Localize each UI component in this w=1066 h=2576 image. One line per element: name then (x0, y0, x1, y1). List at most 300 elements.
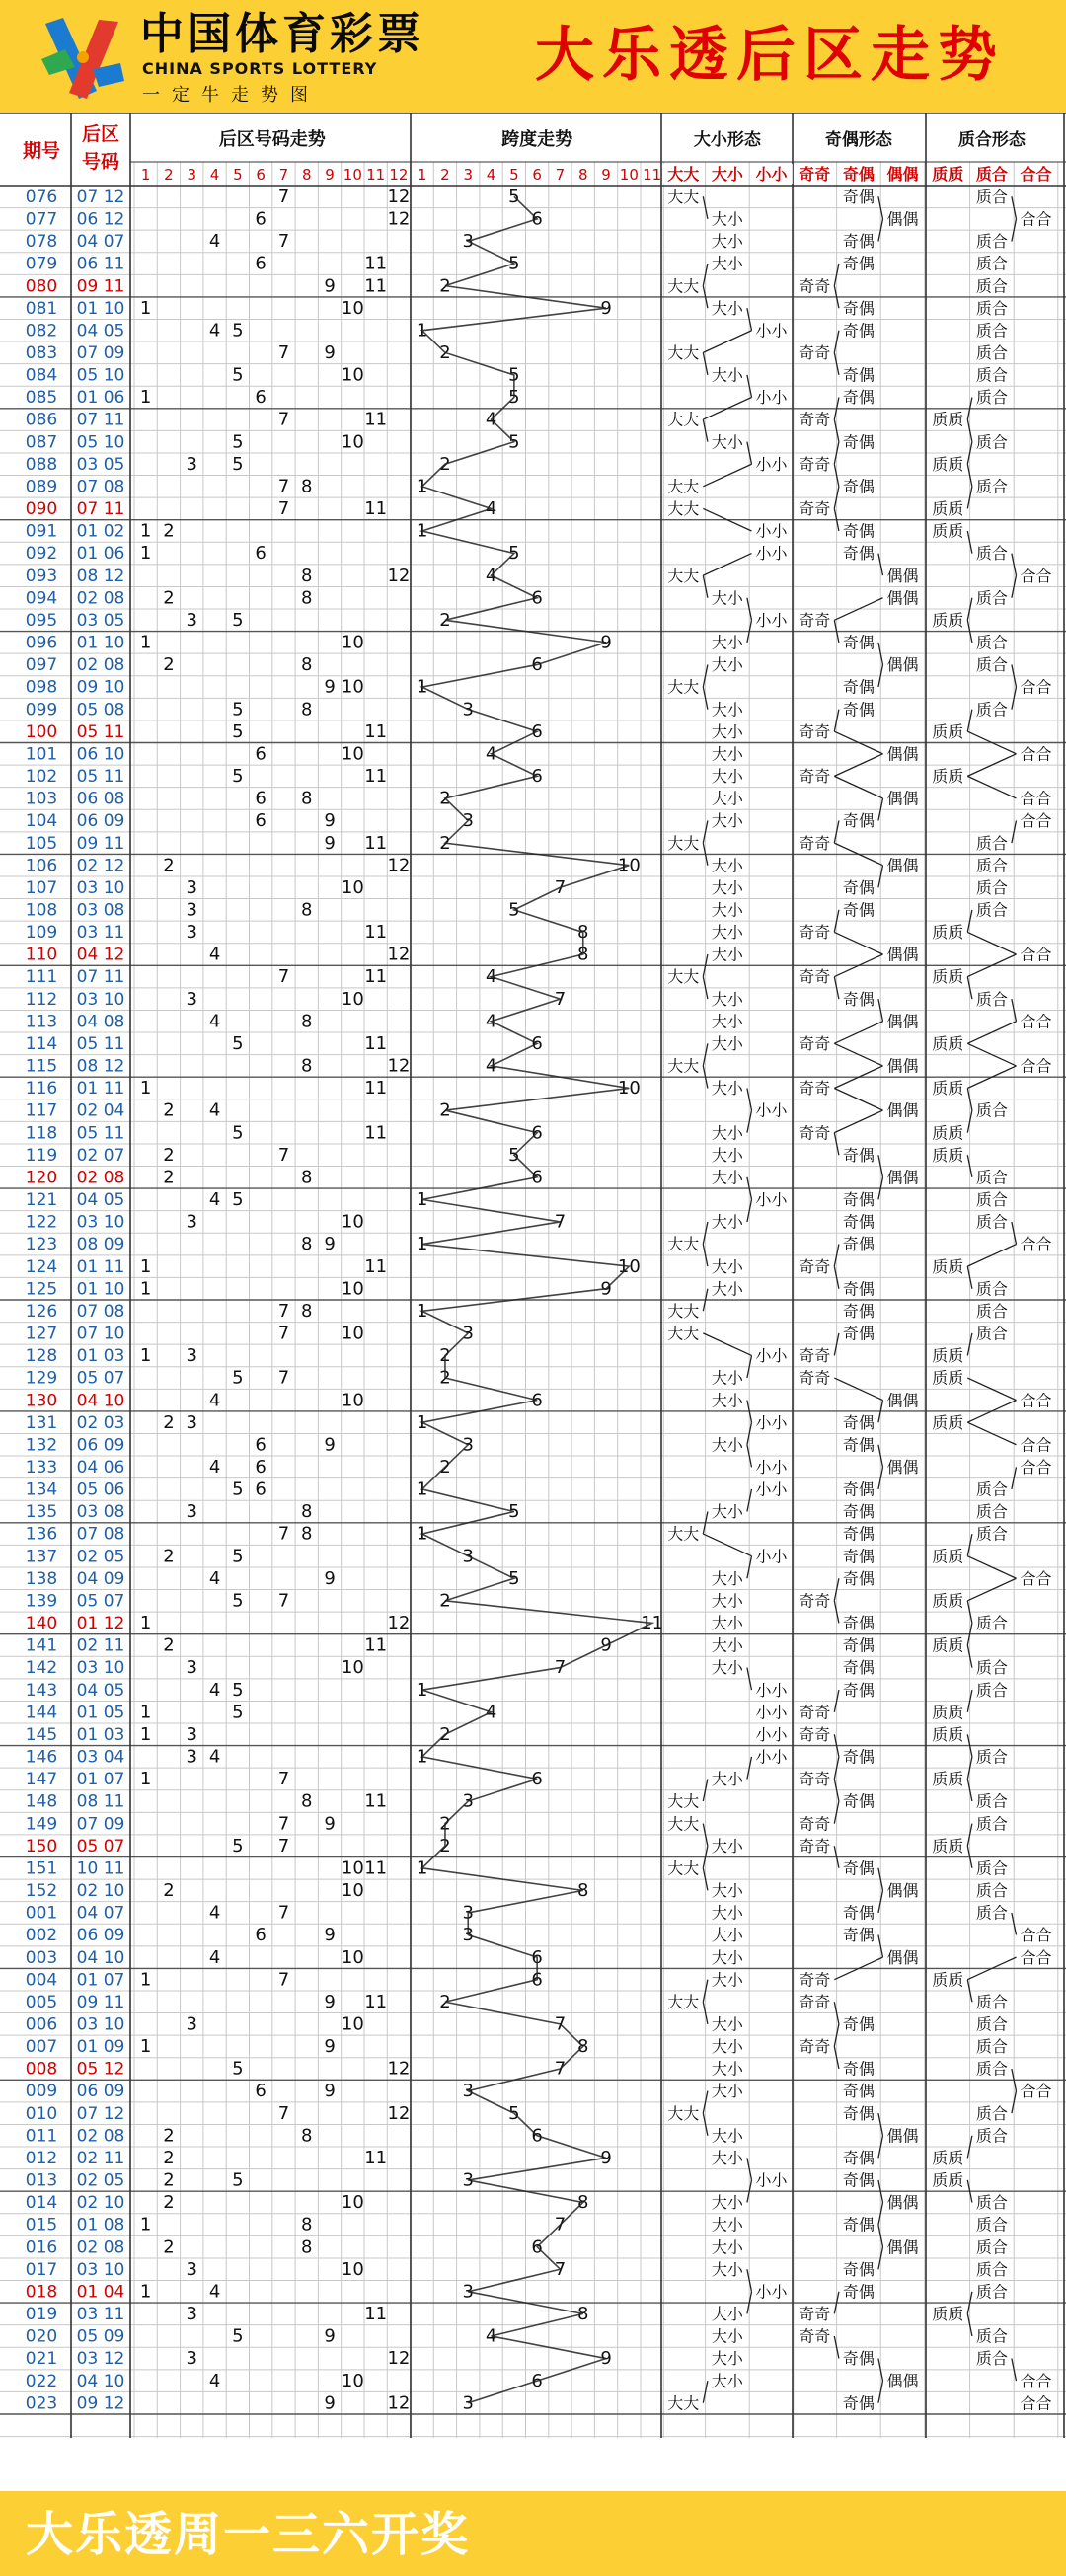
parity-mark-132: 奇偶 (842, 1435, 875, 1455)
trend-mark-091-1: 1 (139, 520, 152, 542)
issue-142: 142 (25, 1658, 58, 1679)
issue-104: 104 (25, 811, 58, 832)
back-numbers-132: 06 09 (76, 1435, 125, 1456)
trend-mark-149-7: 7 (277, 1813, 290, 1835)
size-mark-142: 大小 (711, 1658, 743, 1678)
size-mark-117: 小小 (755, 1100, 788, 1120)
prime-mark-076: 质合 (975, 187, 1008, 206)
size-mark-093: 大大 (667, 566, 700, 585)
span-mark-138: 5 (508, 1567, 520, 1589)
span-mark-015: 7 (554, 2214, 567, 2235)
prime-mark-088: 质质 (932, 454, 964, 474)
issue-115: 115 (25, 1056, 58, 1077)
span-mark-099: 3 (462, 699, 474, 720)
parity-mark-117: 偶偶 (886, 1100, 919, 1120)
trend-mark-018-1: 1 (139, 2281, 152, 2303)
trend-mark-012-2: 2 (163, 2147, 175, 2168)
back-numbers-001: 04 07 (76, 1903, 125, 1924)
issue-119: 119 (25, 1145, 58, 1166)
issue-149: 149 (25, 1814, 58, 1835)
trend-mark-018-4: 4 (208, 2281, 221, 2303)
size-mark-150: 大小 (711, 1836, 743, 1856)
trend-mark-104-9: 9 (324, 810, 336, 832)
trend-mark-013-5: 5 (232, 2169, 244, 2191)
span-header-10: 10 (619, 166, 639, 184)
issue-014: 014 (25, 2193, 58, 2214)
prime-mark-013: 质质 (932, 2170, 964, 2190)
prime-mark-105: 质合 (975, 833, 1008, 853)
parity-mark-095: 奇奇 (799, 610, 831, 630)
trend-mark-078-4: 4 (208, 231, 221, 253)
trend-mark-134-5: 5 (232, 1478, 244, 1500)
back-numbers-096: 01 10 (76, 633, 125, 653)
issue-125: 125 (25, 1279, 58, 1300)
issue-117: 117 (25, 1100, 58, 1121)
span-mark-011: 6 (531, 2125, 543, 2147)
back-numbers-150: 05 07 (76, 1836, 125, 1856)
back-numbers-110: 04 12 (76, 945, 125, 965)
issue-130: 130 (25, 1391, 58, 1411)
parity-mark-134: 奇偶 (842, 1479, 875, 1499)
span-mark-094: 6 (531, 587, 543, 609)
issue-093: 093 (25, 566, 58, 586)
trend-mark-142-3: 3 (186, 1657, 197, 1679)
prime-mark-019: 质质 (932, 2305, 964, 2324)
prime-mark-085: 质合 (975, 388, 1008, 408)
trend-mark-109-3: 3 (186, 922, 197, 944)
size-mark-101: 大小 (711, 744, 743, 764)
back-numbers-088: 03 05 (76, 454, 125, 475)
size-mark-132: 大小 (711, 1435, 743, 1455)
trend-mark-096-1: 1 (139, 632, 152, 653)
trend-mark-150-5: 5 (232, 1835, 244, 1856)
parity-mark-110: 偶偶 (886, 945, 919, 964)
issue-103: 103 (25, 789, 58, 809)
trend-mark-139-5: 5 (232, 1590, 244, 1612)
issue-137: 137 (25, 1547, 58, 1567)
parity-mark-121: 奇偶 (842, 1190, 875, 1210)
issue-105: 105 (25, 833, 58, 854)
trend-mark-111-11: 11 (364, 966, 388, 988)
prime-mark-141: 质质 (932, 1635, 964, 1655)
prime-mark-143: 质合 (975, 1680, 1008, 1700)
prime-mark-107: 质合 (975, 877, 1008, 897)
span-mark-093: 4 (485, 565, 497, 586)
trend-mark-107-3: 3 (186, 876, 197, 898)
prime-mark-116: 质质 (932, 1079, 964, 1099)
parity-mark-016: 偶偶 (886, 2237, 919, 2257)
back-numbers-090: 07 11 (76, 499, 125, 520)
parity-mark-022: 偶偶 (886, 2371, 919, 2390)
trend-mark-002-6: 6 (255, 1925, 266, 1946)
back-numbers-013: 02 05 (76, 2170, 125, 2191)
prime-header-2: 合合 (1020, 165, 1052, 184)
issue-009: 009 (25, 2082, 58, 2102)
parity-mark-086: 奇奇 (799, 410, 831, 429)
parity-mark-077: 偶偶 (886, 209, 919, 229)
issue-077: 077 (25, 209, 58, 230)
issue-144: 144 (25, 1703, 58, 1723)
trend-mark-121-5: 5 (232, 1189, 244, 1211)
size-mark-148: 大大 (667, 1791, 700, 1811)
issue-020: 020 (25, 2326, 58, 2347)
span-mark-146: 1 (416, 1746, 428, 1768)
trend-mark-135-8: 8 (301, 1501, 313, 1523)
span-mark-149: 2 (439, 1813, 451, 1835)
back-numbers-080: 09 11 (76, 276, 125, 297)
span-mark-107: 7 (554, 876, 567, 898)
back-numbers-121: 04 05 (76, 1190, 125, 1211)
trend-mark-101-6: 6 (255, 743, 266, 765)
issue-134: 134 (25, 1479, 58, 1500)
trend-mark-151-10: 10 (341, 1857, 364, 1879)
prime-mark-080: 质合 (975, 276, 1008, 296)
span-mark-021: 9 (600, 2348, 612, 2370)
parity-mark-007: 奇奇 (799, 2037, 831, 2057)
trend-mark-145-1: 1 (139, 1723, 152, 1745)
back-numbers-083: 07 09 (76, 342, 125, 363)
issue-152: 152 (25, 1881, 58, 1902)
size-mark-084: 大小 (711, 365, 743, 385)
back-numbers-020: 05 09 (76, 2326, 125, 2347)
back-numbers-129: 05 07 (76, 1368, 125, 1389)
trend-mark-085-6: 6 (255, 387, 266, 409)
span-mark-096: 9 (600, 632, 612, 653)
size-mark-003: 大小 (711, 1947, 743, 1967)
parity-mark-020: 奇奇 (799, 2326, 831, 2346)
issue-136: 136 (25, 1524, 58, 1545)
trend-mark-140-1: 1 (139, 1613, 152, 1634)
back-numbers-016: 02 08 (76, 2237, 125, 2258)
prime-mark-095: 质质 (932, 610, 964, 630)
back-numbers-002: 06 09 (76, 1926, 125, 1946)
trend-mark-092-1: 1 (139, 543, 152, 565)
back-numbers-082: 04 05 (76, 321, 125, 341)
parity-mark-088: 奇奇 (799, 454, 831, 474)
parity-mark-094: 偶偶 (886, 588, 919, 608)
trend-mark-104-6: 6 (255, 810, 266, 832)
trend-mark-081-1: 1 (139, 297, 152, 319)
back-numbers-100: 05 11 (76, 721, 125, 742)
size-mark-078: 大小 (711, 232, 743, 252)
trend-mark-099-8: 8 (301, 699, 313, 720)
size-mark-004: 大小 (711, 1970, 743, 1990)
span-mark-010: 5 (508, 2102, 520, 2124)
span-mark-133: 2 (439, 1456, 451, 1477)
trend-mark-085-1: 1 (139, 387, 152, 409)
trend-mark-125-10: 10 (341, 1278, 364, 1300)
trend-header-7: 7 (278, 166, 289, 184)
span-mark-085: 5 (508, 387, 520, 409)
back-numbers-019: 03 11 (76, 2305, 125, 2325)
trend-mark-152-2: 2 (163, 1880, 175, 1902)
trend-mark-147-1: 1 (139, 1769, 152, 1790)
trend-mark-086-7: 7 (277, 409, 290, 430)
prime-mark-138: 合合 (1020, 1568, 1052, 1588)
size-mark-147: 大小 (711, 1770, 743, 1789)
size-mark-116: 大小 (711, 1079, 743, 1099)
size-mark-120: 大小 (711, 1168, 743, 1187)
size-mark-135: 大小 (711, 1502, 743, 1522)
back-numbers-119: 02 07 (76, 1145, 125, 1166)
size-mark-022: 大小 (711, 2371, 743, 2390)
issue-118: 118 (25, 1123, 58, 1144)
span-header-9: 9 (601, 166, 611, 184)
span-mark-124: 10 (617, 1255, 641, 1277)
size-mark-014: 大小 (711, 2193, 743, 2213)
issue-005: 005 (25, 1992, 58, 2012)
trend-mark-123-9: 9 (324, 1234, 336, 1255)
trend-header-11: 11 (366, 166, 386, 184)
span-mark-023: 3 (462, 2392, 474, 2414)
trend-mark-133-4: 4 (208, 1456, 221, 1477)
parity-mark-100: 奇奇 (799, 721, 831, 741)
header-trend: 后区号码走势 (218, 129, 326, 150)
prime-mark-132: 合合 (1020, 1435, 1052, 1455)
size-mark-083: 大大 (667, 342, 700, 362)
back-numbers-009: 06 09 (76, 2082, 125, 2102)
prime-mark-022: 合合 (1020, 2371, 1052, 2390)
prime-mark-023: 合合 (1020, 2393, 1052, 2413)
trend-mark-117-2: 2 (163, 1099, 175, 1121)
size-mark-128: 小小 (755, 1346, 788, 1366)
trend-mark-105-11: 11 (364, 832, 388, 854)
span-header-4: 4 (486, 166, 496, 184)
size-mark-087: 大小 (711, 432, 743, 452)
span-mark-097: 6 (531, 654, 543, 676)
page-title: 大乐透后区走势 (535, 21, 1005, 90)
prime-mark-145: 质质 (932, 1724, 964, 1744)
parity-mark-140: 奇偶 (842, 1614, 875, 1633)
parity-mark-125: 奇偶 (842, 1279, 875, 1299)
prime-mark-147: 质质 (932, 1770, 964, 1789)
trend-mark-148-8: 8 (301, 1790, 313, 1812)
span-mark-134: 1 (416, 1478, 428, 1500)
issue-113: 113 (25, 1012, 58, 1032)
header-issue: 期号 (22, 140, 61, 162)
span-mark-108: 5 (508, 899, 520, 921)
trend-mark-094-2: 2 (163, 587, 175, 609)
back-numbers-128: 01 03 (76, 1346, 125, 1367)
trend-mark-126-8: 8 (301, 1300, 313, 1322)
trend-mark-020-5: 5 (232, 2325, 244, 2347)
trend-mark-100-5: 5 (232, 720, 244, 742)
trend-mark-118-11: 11 (364, 1122, 388, 1144)
issue-148: 148 (25, 1791, 58, 1812)
back-numbers-122: 03 10 (76, 1212, 125, 1233)
prime-mark-082: 质合 (975, 321, 1008, 341)
back-numbers-126: 07 08 (76, 1301, 125, 1322)
prime-mark-148: 质合 (975, 1791, 1008, 1811)
span-mark-090: 4 (485, 498, 497, 520)
size-mark-145: 小小 (755, 1724, 788, 1744)
prime-mark-144: 质质 (932, 1703, 964, 1722)
parity-mark-112: 奇偶 (842, 989, 875, 1009)
span-mark-078: 3 (462, 231, 474, 253)
parity-mark-078: 奇偶 (842, 232, 875, 252)
trend-header-10: 10 (343, 166, 362, 184)
trend-mark-001-4: 4 (208, 1902, 221, 1924)
trend-mark-124-11: 11 (364, 1255, 388, 1277)
issue-098: 098 (25, 677, 58, 698)
trend-header-4: 4 (209, 166, 220, 184)
size-mark-080: 大大 (667, 276, 700, 296)
trend-mark-009-6: 6 (255, 2081, 266, 2102)
size-mark-127: 大大 (667, 1324, 700, 1343)
prime-mark-126: 质合 (975, 1301, 1008, 1321)
size-mark-090: 大大 (667, 499, 700, 519)
span-mark-111: 4 (485, 966, 497, 988)
issue-083: 083 (25, 342, 58, 363)
size-mark-005: 大大 (667, 1992, 700, 2011)
trend-mark-108-8: 8 (301, 899, 313, 921)
trend-mark-088-3: 3 (186, 453, 197, 475)
size-mark-100: 大小 (711, 721, 743, 741)
issue-011: 011 (25, 2126, 58, 2147)
trend-mark-077-6: 6 (255, 208, 266, 230)
trend-mark-136-8: 8 (301, 1523, 313, 1545)
issue-002: 002 (25, 1926, 58, 1946)
parity-mark-148: 奇偶 (842, 1791, 875, 1811)
trend-mark-129-5: 5 (232, 1367, 244, 1389)
back-numbers-125: 01 10 (76, 1279, 125, 1300)
size-mark-119: 大小 (711, 1145, 743, 1165)
issue-150: 150 (25, 1836, 58, 1856)
trend-mark-016-2: 2 (163, 2236, 175, 2258)
size-mark-137: 小小 (755, 1547, 788, 1566)
parity-mark-138: 奇偶 (842, 1568, 875, 1588)
span-mark-088: 2 (439, 453, 451, 475)
trend-mark-135-3: 3 (186, 1501, 197, 1523)
parity-mark-080: 奇奇 (799, 276, 831, 296)
issue-129: 129 (25, 1368, 58, 1389)
size-mark-020: 大小 (711, 2326, 743, 2346)
prime-mark-078: 质合 (975, 232, 1008, 252)
issue-133: 133 (25, 1457, 58, 1477)
size-mark-131: 小小 (755, 1412, 788, 1432)
trend-mark-130-10: 10 (341, 1390, 364, 1411)
issue-092: 092 (25, 544, 58, 565)
issue-001: 001 (25, 1903, 58, 1924)
trend-mark-138-9: 9 (324, 1567, 336, 1589)
size-mark-076: 大大 (667, 187, 700, 206)
prime-mark-129: 质质 (932, 1368, 964, 1388)
trend-mark-082-4: 4 (208, 320, 221, 341)
span-mark-123: 1 (416, 1234, 428, 1255)
prime-mark-098: 合合 (1020, 677, 1052, 697)
prime-mark-109: 质质 (932, 923, 964, 943)
parity-mark-101: 偶偶 (886, 744, 919, 764)
prime-mark-150: 质质 (932, 1836, 964, 1856)
issue-087: 087 (25, 432, 58, 453)
parity-mark-014: 偶偶 (886, 2193, 919, 2213)
trend-mark-088-5: 5 (232, 453, 244, 475)
trend-mark-007-9: 9 (324, 2036, 336, 2058)
prime-mark-125: 质合 (975, 1279, 1008, 1299)
size-mark-001: 大小 (711, 1903, 743, 1923)
trend-mark-120-8: 8 (301, 1167, 313, 1188)
back-numbers-147: 01 07 (76, 1770, 125, 1790)
size-header-0: 大大 (667, 165, 700, 184)
size-mark-015: 大小 (711, 2215, 743, 2235)
trend-mark-127-10: 10 (341, 1323, 364, 1344)
size-mark-115: 大大 (667, 1056, 700, 1076)
trend-mark-145-3: 3 (186, 1723, 197, 1745)
size-mark-019: 大小 (711, 2305, 743, 2324)
parity-mark-011: 偶偶 (886, 2126, 919, 2146)
parity-mark-003: 偶偶 (886, 1947, 919, 1967)
trend-mark-113-8: 8 (301, 1011, 313, 1032)
size-mark-124: 大小 (711, 1256, 743, 1276)
issue-097: 097 (25, 655, 58, 676)
parity-mark-006: 奇偶 (842, 2014, 875, 2034)
issue-143: 143 (25, 1680, 58, 1701)
parity-mark-107: 奇偶 (842, 877, 875, 897)
trend-mark-004-7: 7 (277, 1969, 290, 1991)
size-mark-111: 大大 (667, 967, 700, 987)
prime-mark-133: 合合 (1020, 1457, 1052, 1477)
parity-mark-120: 偶偶 (886, 1168, 919, 1187)
trend-mark-106-12: 12 (387, 855, 411, 876)
span-header-7: 7 (555, 166, 566, 184)
trend-mark-137-2: 2 (163, 1546, 175, 1567)
parity-mark-145: 奇奇 (799, 1724, 831, 1744)
issue-018: 018 (25, 2282, 58, 2303)
prime-mark-009: 合合 (1020, 2082, 1052, 2101)
size-mark-018: 小小 (755, 2282, 788, 2302)
prime-mark-140: 质合 (975, 1614, 1008, 1633)
trend-mark-084-5: 5 (232, 364, 244, 386)
issue-111: 111 (25, 967, 58, 988)
trend-header-1: 1 (140, 166, 151, 184)
parity-mark-135: 奇偶 (842, 1502, 875, 1522)
header-span: 跨度走势 (501, 129, 573, 150)
back-numbers-102: 05 11 (76, 767, 125, 788)
issue-132: 132 (25, 1435, 58, 1456)
back-numbers-109: 03 11 (76, 923, 125, 944)
trend-mark-013-2: 2 (163, 2169, 175, 2191)
span-mark-007: 8 (577, 2036, 589, 2058)
parity-mark-103: 偶偶 (886, 789, 919, 808)
prime-mark-005: 质合 (975, 1992, 1008, 2011)
prime-mark-097: 质合 (975, 655, 1008, 675)
issue-145: 145 (25, 1724, 58, 1745)
trend-mark-093-8: 8 (301, 565, 313, 586)
parity-mark-109: 奇奇 (799, 923, 831, 943)
prime-mark-111: 质质 (932, 967, 964, 987)
issue-015: 015 (25, 2215, 58, 2235)
span-mark-082: 1 (416, 320, 428, 341)
parity-mark-139: 奇奇 (799, 1591, 831, 1611)
trend-mark-109-11: 11 (364, 922, 388, 944)
size-mark-129: 大小 (711, 1368, 743, 1388)
size-mark-091: 小小 (755, 521, 788, 541)
prime-mark-103: 合合 (1020, 789, 1052, 808)
header-size-form: 大小形态 (693, 130, 761, 150)
trend-mark-116-11: 11 (364, 1078, 388, 1099)
span-mark-106: 10 (617, 855, 641, 876)
parity-mark-133: 偶偶 (886, 1457, 919, 1477)
trend-mark-097-2: 2 (163, 654, 175, 676)
prime-mark-081: 质合 (975, 298, 1008, 318)
issue-078: 078 (25, 232, 58, 253)
issue-141: 141 (25, 1635, 58, 1656)
parity-mark-017: 奇偶 (842, 2259, 875, 2279)
span-mark-084: 5 (508, 364, 520, 386)
trend-mark-147-7: 7 (277, 1769, 290, 1790)
trend-mark-152-10: 10 (341, 1880, 364, 1902)
size-mark-125: 大小 (711, 1279, 743, 1299)
